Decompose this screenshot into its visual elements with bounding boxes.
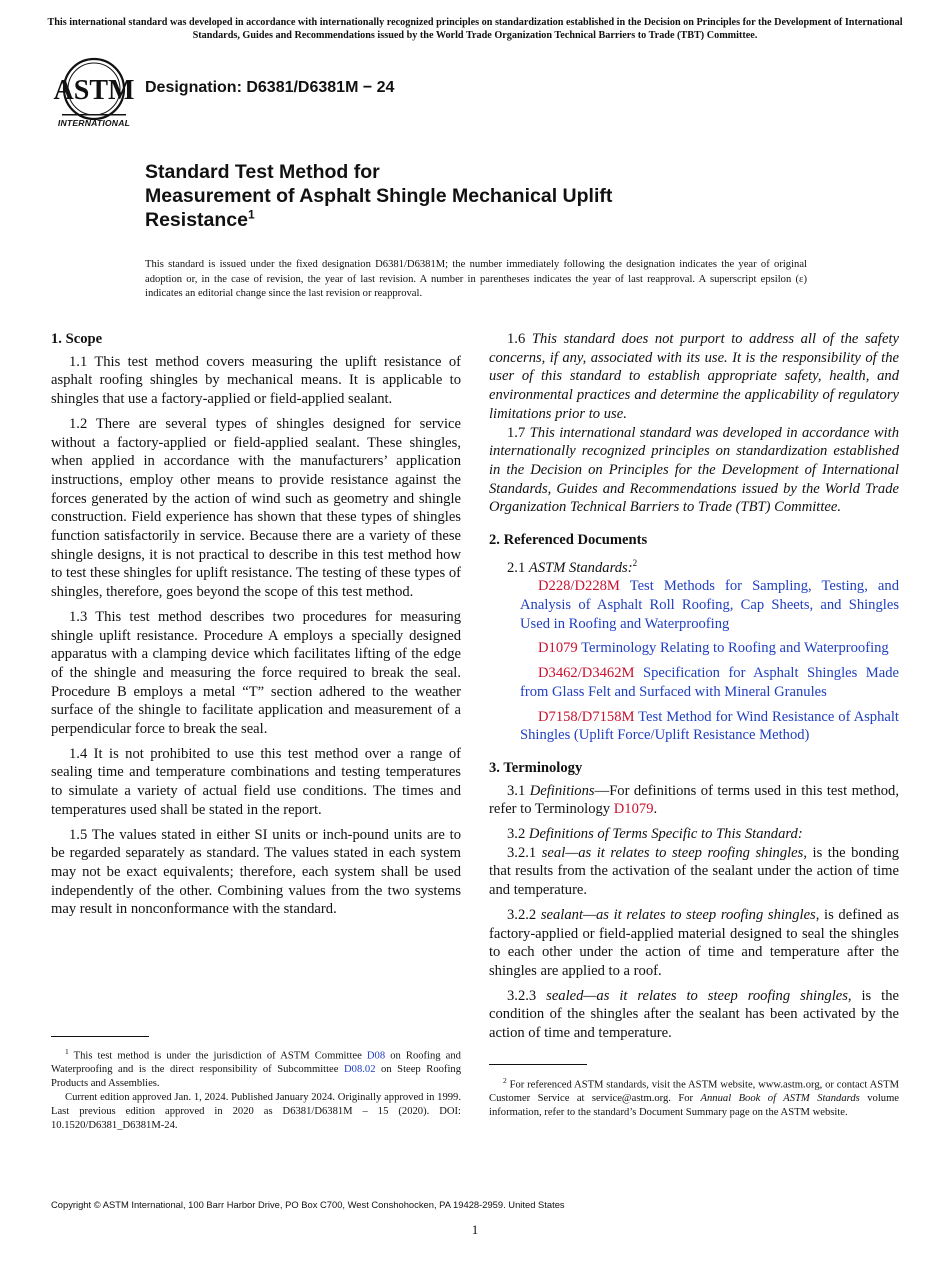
paragraph-1-1: 1.1 This test method covers measuring the uplift resistance of asphalt roofing shingles by mechanical means. It is applicable to shingles that use a factory-applied or field-applied sealant.: [51, 353, 461, 408]
footnotes-left: [51, 1045, 461, 1133]
page-number: 1: [471, 1222, 479, 1237]
title-line-2: Measurement of Asphalt Shingle Mechanical Uplift: [145, 185, 613, 207]
title-line-1: Standard Test Method for: [145, 161, 380, 183]
designation: Designation: D6381/D6381M − 24: [145, 79, 395, 96]
reference-code: D228/D228M: [538, 578, 620, 595]
logo-letters: ASTM: [53, 75, 135, 106]
paragraph-1-4: 1.4 It is not prohibited to use this test method over a range of sealing time and temperature combinations and testing temperatures to simulate a variety of actual field use conditions. The times and temperatures used shall be stated in the report.: [51, 745, 461, 818]
footnote-divider: [51, 1036, 149, 1037]
logo-caption: INTERNATIONAL: [57, 118, 131, 128]
footnote-1: $^1$ This test method is under the jurisdiction of ASTM Committee D08 on Roofing and Waterproofing and is the direct responsibility of Subcommittee D08.02 on Steep Roofing Products and Assemblies.: [51, 1047, 461, 1089]
section-heading-terminology: 3. Terminology: [489, 759, 583, 776]
footnote-2: $^2$ For referenced ASTM standards, visit the ASTM website, www.astm.org, or contact ASTM Customer Service at service@astm.org. For Annual Book of ASTM Standards volume information, refer to the standard’s Document Summary page on the ASTM website.: [489, 1076, 900, 1118]
paragraph-1-7: 1.7 This international standard was developed in accordance with internationally recognized principles on standardization established in the Decision on Principles for the Development of International Standards, Guides and Recommendations issued by the World Trade Organization Technical Barriers to Trade (TBT) Committee.: [489, 424, 900, 516]
reference-item[interactable]: [489, 664, 899, 701]
footnote-edition: Current edition approved Jan. 1, 2024. Published January 2024. Originally approved in 1999. Last previous edition approved in 2020 as D6381/D6381M – 15 (2020). DOI: 10.1520/D6381_D6381M-24.: [51, 1092, 461, 1131]
paragraph-2-1: 2.1 ASTM Standards:$^2$: [507, 557, 638, 576]
reference-code: D1079: [538, 640, 578, 657]
paragraph-3-2: 3.2 Definitions of Terms Specific to This Standard:: [507, 826, 803, 843]
paragraph-3-2-2: 3.2.2 sealant—as it relates to steep roofing shingles, is defined as factory-applied or field-applied material designed to seal the shingles to each other under the action of time and temperature after the shingles are applied to a roof.: [489, 906, 899, 979]
link-d08[interactable]: D08: [366, 1050, 386, 1062]
reference-title: Test Methods for Sampling, Testing, and Analysis of Asphalt Roll Roofing, Cap Sheets, and Shingles Used in Roofing and Waterproofing: [520, 578, 899, 632]
right-column: [489, 330, 899, 1049]
section-heading-scope: 1. Scope: [51, 331, 103, 347]
document-title: [145, 160, 845, 232]
paragraph-3-1: 3.1 Definitions—For definitions of terms used in this test method, refer to Terminology D1079.: [489, 782, 899, 818]
link-d1079[interactable]: D1079: [613, 801, 654, 818]
copyright-notice: Copyright © ASTM International, 100 Barr Harbor Drive, PO Box C700, West Conshohocken, PA 19428-2959. United States: [51, 1199, 565, 1210]
paragraph-3-2-3: 3.2.3 sealed—as it relates to steep roofing shingles, is the condition of the shingles after the sealant has been activated by the action of time and temperature.: [489, 987, 899, 1042]
section-heading-referenced-documents: 2. Referenced Documents: [489, 532, 648, 549]
reference-item[interactable]: [489, 708, 899, 745]
paragraph-1-5: 1.5 The values stated in either SI units or inch-pound units are to be regarded separately as standard. The values stated in each system may not be exact equivalents; therefore, each system shall be used independently of the other. Combining values from the two systems may result in nonconformance with the standard.: [51, 826, 461, 918]
issuance-statement: This standard is issued under the fixed designation D6381/D6381M; the number immediately following the designation indicates the year of original adoption or, in the case of revision, the year of last revision. A number in parentheses indicates the year of last reapproval. A superscript epsilon (ε) indicates an editorial change since the last revision or reapproval.: [145, 259, 807, 299]
footnotes-right: [489, 1074, 899, 1120]
reference-code: D3462/D3462M: [538, 665, 635, 682]
standardization-notice: This international standard was developed in accordance with internationally recognized principles on standardization established in the Decision on Principles for the Development of International Standards, Guides and Recommendations issued by the World Trade Organization Technical Barriers to Trade (TBT) Committee.: [47, 17, 903, 41]
left-column: [51, 330, 461, 925]
title-footnote-mark: 1: [247, 207, 255, 222]
reference-title: Specification for Asphalt Shingles Made from Glass Felt and Surfaced with Mineral Granules: [520, 665, 899, 700]
reference-item[interactable]: [489, 639, 899, 658]
title-line-3: Resistance$^1$: [145, 207, 255, 231]
link-d08-02[interactable]: D08.02: [344, 1064, 376, 1076]
reference-code: D7158/D7158M: [538, 708, 635, 725]
reference-title: Terminology Relating to Roofing and Waterproofing: [581, 640, 889, 657]
paragraph-1-2: 1.2 There are several types of shingles designed for service without a factory-applied or field-applied sealant. These shingles, when applied in accordance with the manufacturers’ application instructions, employ other means to provide resistance against the forces generated by the action of wind such as geometry and shingle construction. Field experience has shown that these types of shingles function satisfactorily in service. Because there are a variety of these shingle designs, it is not practical to describe in this test method how to test these shingles for uplift resistance. The testing of these types of shingles, therefore, goes beyond the scope of this test method.: [51, 415, 461, 601]
reference-item[interactable]: [489, 577, 899, 633]
paragraph-3-2-1: 3.2.1 seal—as it relates to steep roofing shingles, is the bonding that results from the activation of the sealant under the action of time and temperature.: [489, 844, 899, 899]
footnote-divider: [489, 1064, 587, 1065]
paragraph-1-3: 1.3 This test method describes two procedures for measuring shingle uplift resistance. Procedure A employs a specially designed apparatus with a clamping device which facilitates lifting of the edge of the shingle and measuring the force required to break the seal. Procedure B employs a metal “T” section adhered to the weather surface of the shingle to facilitate application and measurement of a perpendicular force to break the seal.: [51, 608, 461, 738]
paragraph-1-6: 1.6 This standard does not purport to address all of the safety concerns, if any, associated with its use. It is the responsibility of the user of this standard to establish appropriate safety, health, and environmental practices and determine the applicability of regulatory limitations prior to use.: [489, 331, 899, 422]
reference-title: Test Method for Wind Resistance of Asphalt Shingles (Uplift Force/Uplift Resistance Method): [520, 708, 899, 744]
